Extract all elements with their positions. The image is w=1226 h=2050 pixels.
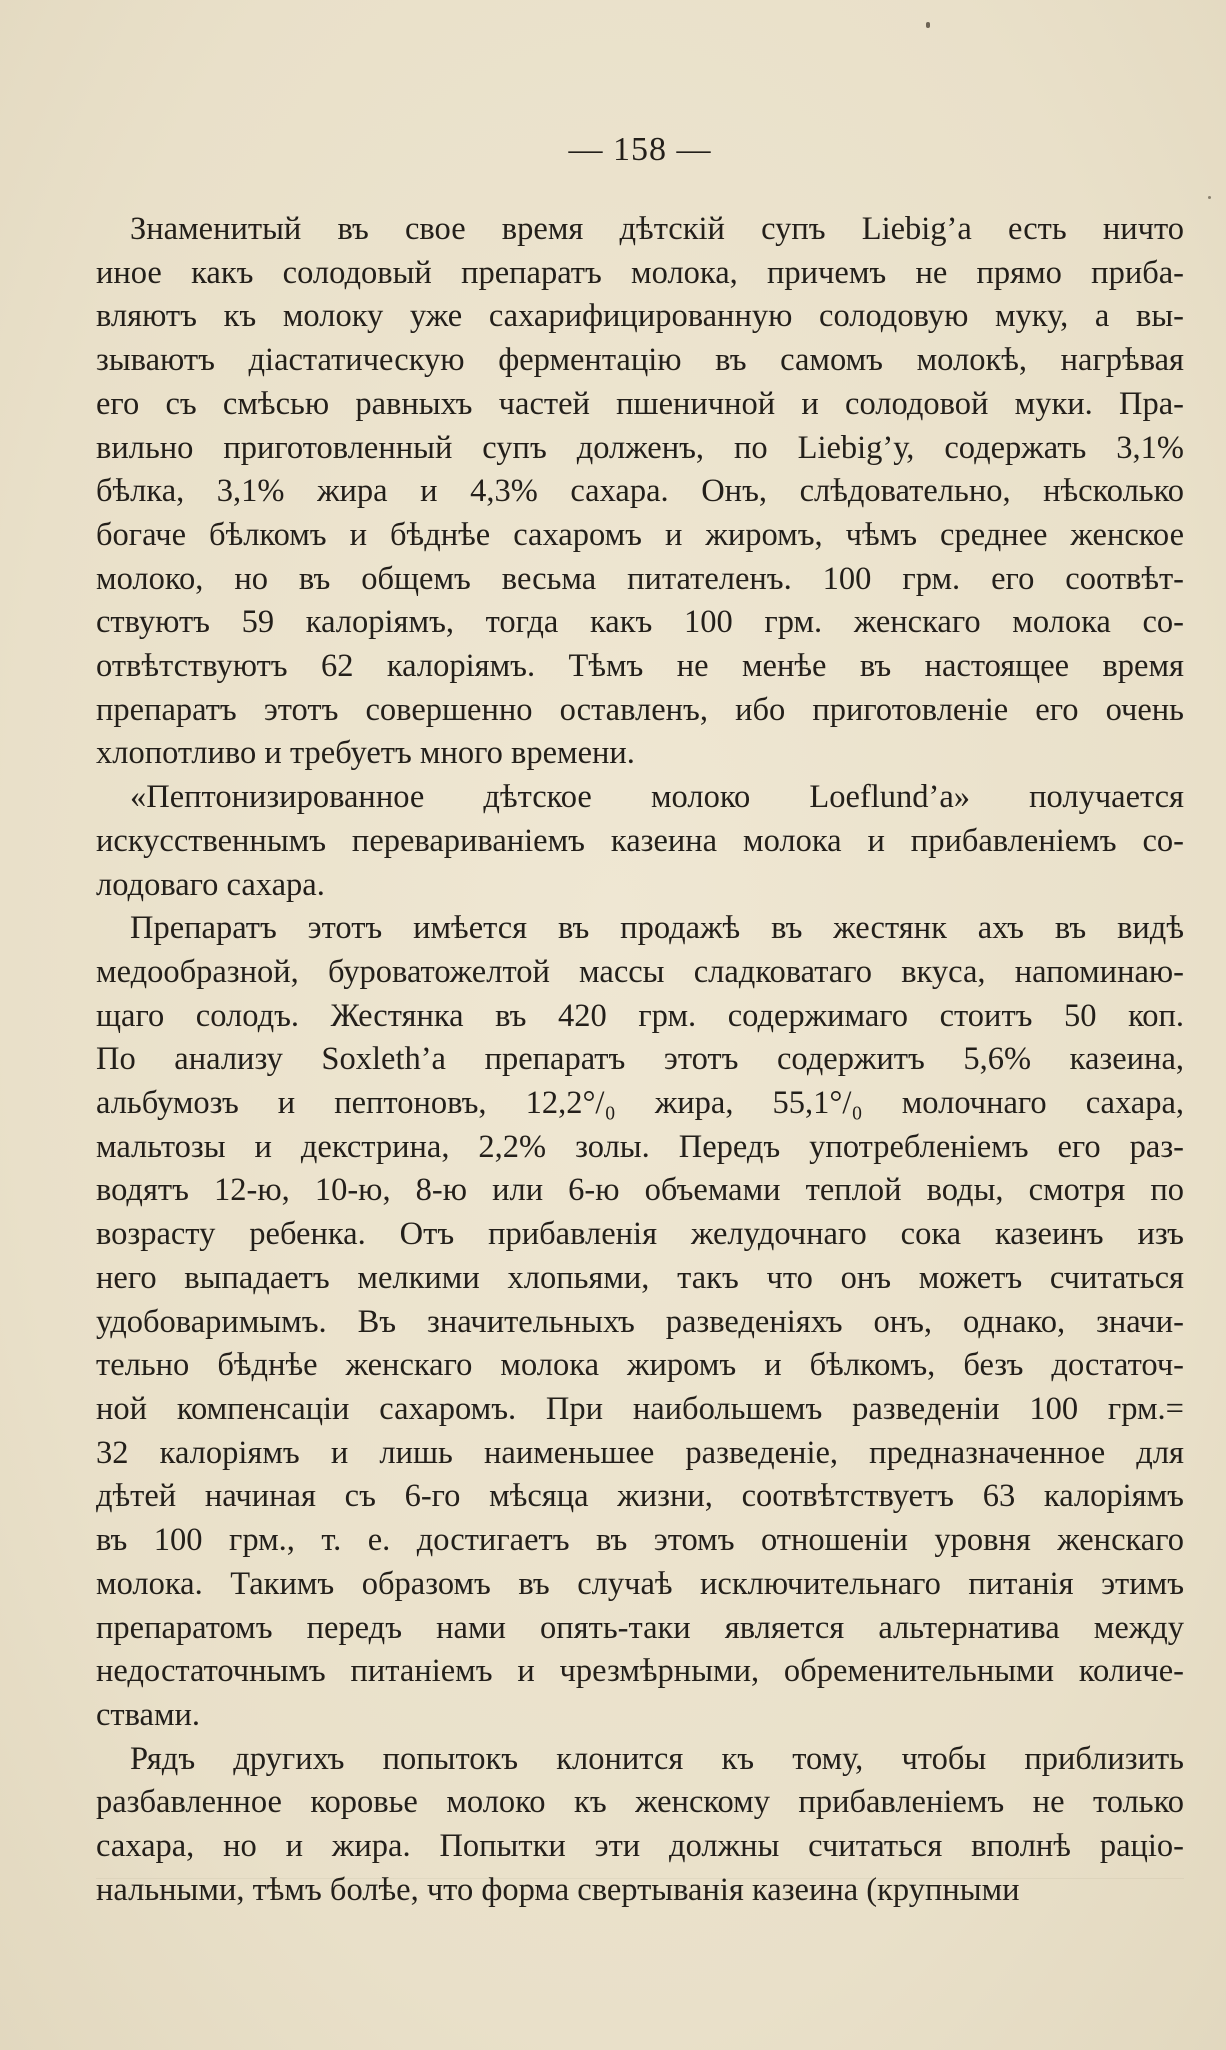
text-line: Препаратъ этотъ имѣется въ продажѣ въ жестянк ахъ въ видѣ xyxy=(130,910,1184,947)
text-line: препаратъ этотъ совершенно оставленъ, ибо приготовленіе его очень xyxy=(96,691,1184,728)
text-line: разбавленное коровье молоко къ женскому прибавленіемъ не только xyxy=(96,1784,1184,1821)
ink-speck xyxy=(926,22,930,28)
text-line: медообразной, буроватожелтой массы сладковатаго вкуса, напоминаю- xyxy=(96,953,1184,990)
text-line: удобоваримымъ. Въ значительныхъ разведеніяхъ онъ, однако, значи- xyxy=(96,1303,1184,1340)
bleed-through-shadow xyxy=(96,1878,1184,1889)
text-line: его съ смѣсью равныхъ частей пшеничной и солодовой муки. Пра- xyxy=(96,385,1184,422)
text-line: ствуютъ 59 калоріямъ, тогда какъ 100 грм. женскаго молока со- xyxy=(96,604,1184,641)
text-line: молока. Такимъ образомъ въ случаѣ исключительнаго питанія этимъ xyxy=(96,1565,1184,1602)
text-line: него выпадаетъ мелкими хлопьями, такъ что онъ можетъ считаться xyxy=(96,1259,1184,1296)
text-line: препаратомъ передъ нами опять-таки является альтернатива между xyxy=(96,1609,1184,1646)
text-line: возрасту ребенка. Отъ прибавленія желудочнаго сока казеинъ изъ xyxy=(96,1216,1184,1253)
text-line: Знаменитый въ свое время дѣтскій супъ Liebig’а есть ничто xyxy=(130,211,1184,247)
text-line: отвѣтствуютъ 62 калоріямъ. Тѣмъ не менѣе въ настоящее время xyxy=(96,648,1184,685)
text-line: «Пептонизированное дѣтское молоко Loeflund’а» получается xyxy=(130,779,1184,816)
text-line: дѣтей начиная съ 6-го мѣсяца жизни, соотвѣтствуетъ 63 калоріямъ xyxy=(96,1478,1184,1515)
text-line: вильно приготовленный супъ долженъ, по Liebig’у, содержать 3,1% xyxy=(96,429,1184,466)
text-line: зываютъ діастатическую ферментацію въ самомъ молокѣ, нагрѣвая xyxy=(96,342,1184,379)
text-line: сахара, но и жира. Попытки эти должны считаться вполнѣ раціо- xyxy=(96,1828,1184,1865)
text-line: щаго солодъ. Жестянка въ 420 грм. содержимаго стоитъ 50 коп. xyxy=(96,997,1184,1034)
paragraph xyxy=(96,208,1184,776)
text-line: иное какъ солодовый препаратъ молока, причемъ не прямо приба- xyxy=(96,254,1184,291)
text-line: богаче бѣлкомъ и бѣднѣе сахаромъ и жиромъ, чѣмъ среднее женское xyxy=(96,516,1184,553)
text-line: искусственнымъ перевариваніемъ казеина молока и прибавленіемъ со- xyxy=(96,822,1184,859)
page-text xyxy=(96,128,1184,1912)
text-line: лодоваго сахара. xyxy=(96,866,325,903)
text-line: молоко, но въ общемъ весьма питателенъ. 100 грм. его соотвѣт- xyxy=(96,560,1184,597)
text-line: водятъ 12-ю, 10-ю, 8-ю или 6-ю объемами теплой воды, смотря по xyxy=(96,1172,1184,1209)
text-line: въ 100 грм., т. е. достигаетъ въ этомъ отношеніи уровня женскаго xyxy=(96,1522,1184,1559)
text-line: вляютъ къ молоку уже сахарифицированную солодовую муку, а вы- xyxy=(96,298,1184,335)
text-line: бѣлка, 3,1% жира и 4,3% сахара. Онъ, слѣдовательно, нѣсколько xyxy=(96,473,1184,510)
text-line: 32 калоріямъ и лишь наименьшее разведеніе, предназначенное для xyxy=(96,1434,1184,1471)
text-line: недостаточнымъ питаніемъ и чрезмѣрными, обременительными количе- xyxy=(96,1653,1184,1690)
text-line: ствами. xyxy=(96,1696,201,1733)
body-text xyxy=(96,208,1184,1912)
page-number: — 158 — xyxy=(568,131,712,168)
text-line: нальными, тѣмъ болѣе, что форма свертыванія казеина (крупными xyxy=(96,1871,1020,1908)
paragraph xyxy=(96,907,1184,1737)
text-line: По анализу Soxleth’а препаратъ этотъ содержитъ 5,6% казеина, xyxy=(96,1041,1184,1078)
text-line: Рядъ другихъ попытокъ клонится къ тому, чтобы приблизить xyxy=(130,1740,1184,1777)
paragraph xyxy=(96,776,1184,907)
ink-dot xyxy=(1208,196,1211,199)
text-line: мальтозы и декстрина, 2,2% золы. Передъ употребленіемъ его раз- xyxy=(96,1128,1184,1165)
text-line: тельно бѣднѣе женскаго молока жиромъ и бѣлкомъ, безъ достаточ- xyxy=(96,1347,1184,1384)
text-line: хлопотливо и требуетъ много времени. xyxy=(96,735,635,772)
text-line: альбумозъ и пептоновъ, 12,2°/₀ жира, 55,1°/₀ молочнаго сахара, xyxy=(96,1085,1184,1122)
text-line: ной компенсаціи сахаромъ. При наибольшемъ разведеніи 100 грм.= xyxy=(96,1390,1184,1427)
